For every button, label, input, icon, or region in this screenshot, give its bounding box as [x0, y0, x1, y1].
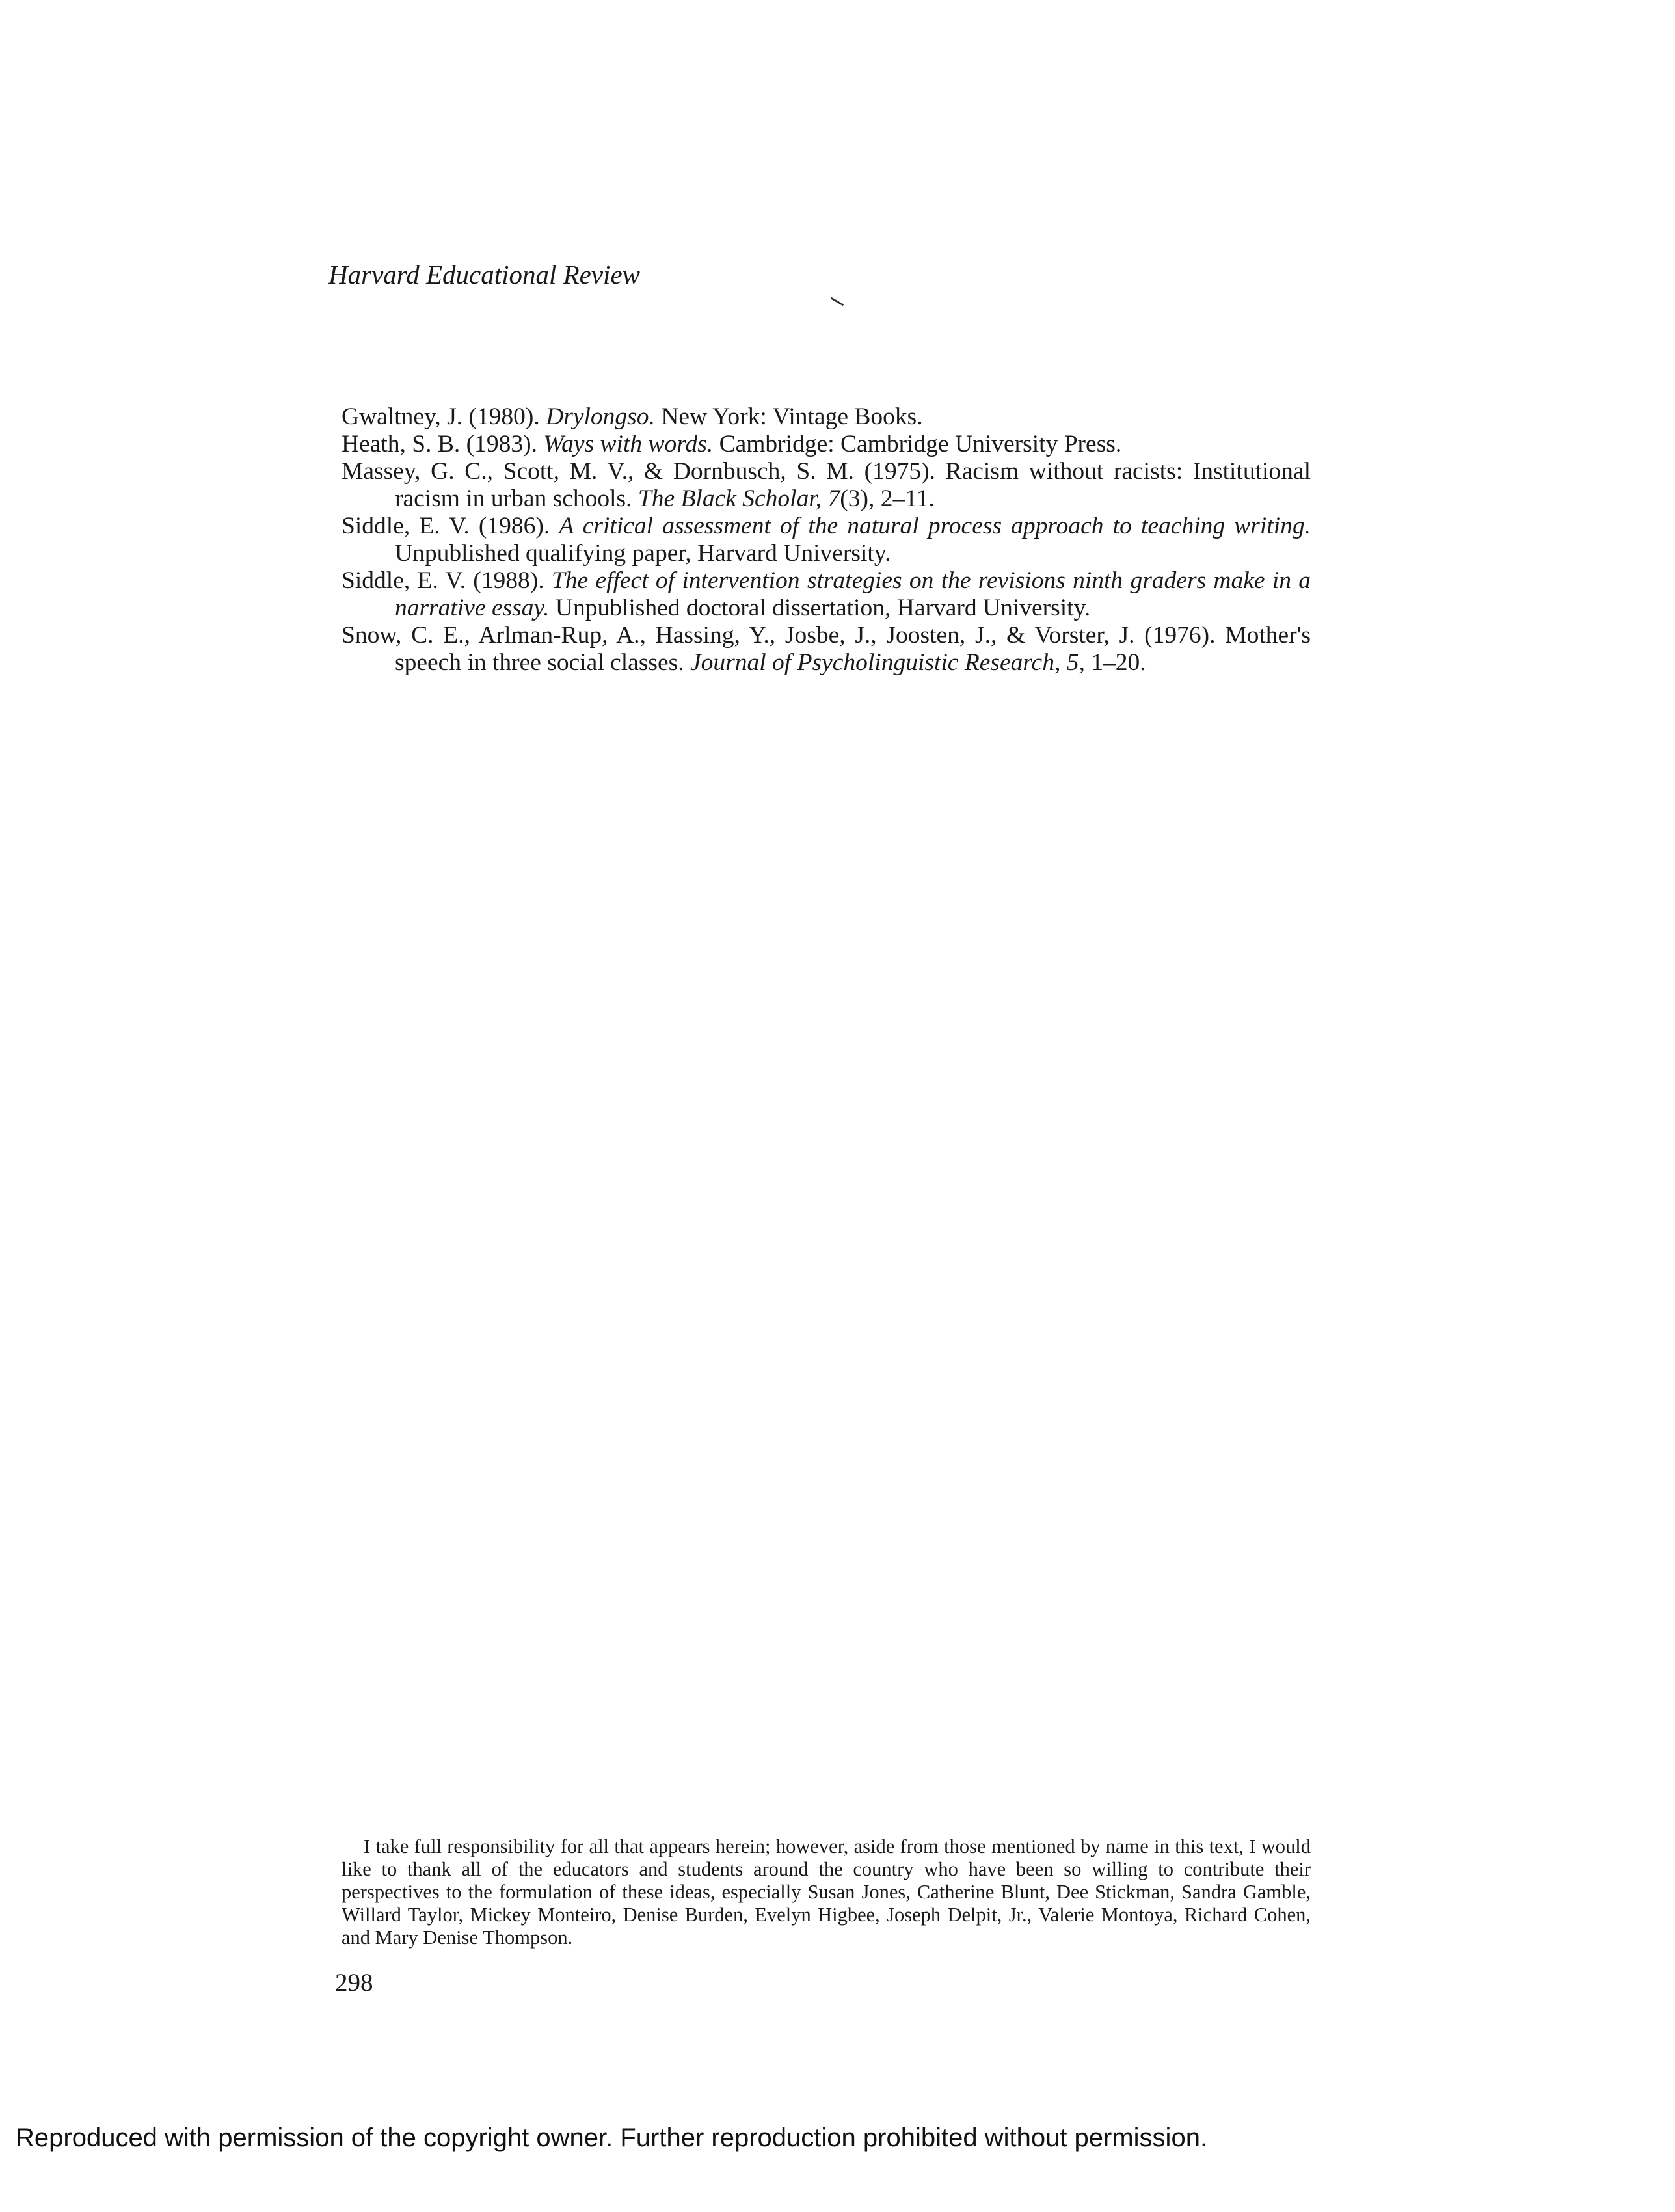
reference-entry	[342, 403, 1311, 431]
reference-authors: Siddle, E. V. (1988).	[342, 567, 552, 594]
acknowledgment-note: I take full responsibility for all that appears herein; however, aside from those mentioned by name in this text, I would like to thank all of the educators and students around the country who have been so willing to contribute their perspectives to the formulation of these ideas, especially Susan Jones, Catherine Blunt, Dee Stickman, Sandra Gamble, Willard Taylor, Mickey Monteiro, Denise Burden, Evelyn Higbee, Joseph Delpit, Jr., Valerie Montoya, Richard Cohen, and Mary Denise Thompson.	[342, 1835, 1311, 1949]
reference-entry	[342, 431, 1311, 458]
reference-details: Unpublished qualifying paper, Harvard University.	[395, 540, 891, 567]
reference-entry	[342, 458, 1311, 513]
reproduction-notice: Reproduced with permission of the copyright owner. Further reproduction prohibited without permission.	[16, 2124, 1208, 2152]
reference-entry	[342, 622, 1311, 677]
running-head: Harvard Educational Review	[328, 260, 640, 290]
reference-authors: Siddle, E. V. (1986).	[342, 513, 559, 539]
reference-details: 1–20.	[1084, 649, 1146, 676]
reference-entry	[342, 567, 1311, 622]
reference-title: Drylongso.	[546, 403, 655, 430]
reference-list	[342, 403, 1311, 677]
reference-title: Journal of Psycholinguistic Research, 5,	[690, 649, 1085, 676]
reference-details: Unpublished doctoral dissertation, Harvard University.	[549, 595, 1091, 621]
reference-details: Cambridge: Cambridge University Press.	[713, 431, 1122, 457]
reference-authors: Massey, G. C., Scott, M. V., & Dornbusch, S. M. (1975). Racism without racists: Institutional racism in urban schools.	[342, 458, 1311, 512]
scan-artifact-mark	[831, 297, 844, 306]
reference-details: (3), 2–11.	[840, 485, 935, 512]
reference-authors: Gwaltney, J. (1980).	[342, 403, 546, 430]
reference-details: New York: Vintage Books.	[654, 403, 923, 430]
reference-title: A critical assessment of the natural process approach to teaching writing.	[559, 513, 1311, 539]
reference-entry	[342, 513, 1311, 567]
reference-title: Ways with words.	[543, 431, 714, 457]
page-number: 298	[335, 1969, 373, 1997]
reference-title: The Black Scholar, 7	[637, 485, 840, 512]
reference-title: The effect of intervention strategies on the revisions ninth graders make in a narrative essay.	[395, 567, 1311, 621]
reference-authors: Snow, C. E., Arlman-Rup, A., Hassing, Y., Josbe, J., Joosten, J., & Vorster, J. (1976). Mother's speech in three social classes.	[342, 622, 1311, 676]
reference-authors: Heath, S. B. (1983).	[342, 431, 544, 457]
